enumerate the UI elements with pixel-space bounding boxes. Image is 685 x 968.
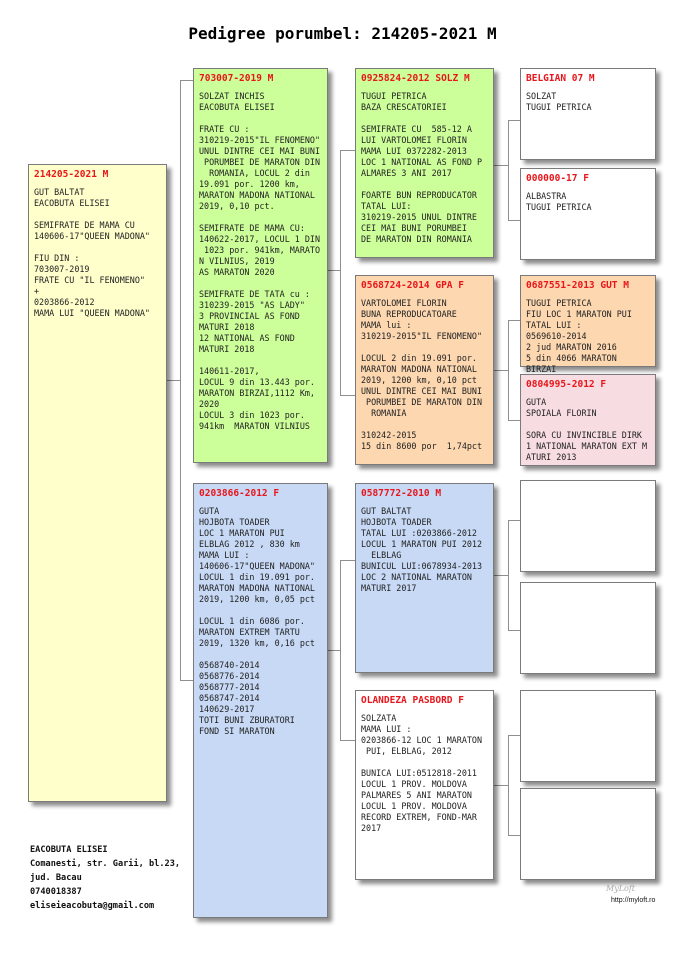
sire-card[interactable] (193, 68, 328, 463)
brand-logo: MyLoft (606, 884, 636, 893)
granddam-maternal-card[interactable] (355, 690, 494, 880)
great-grandparent-card-3[interactable] (520, 275, 656, 374)
great-grandparent-card-7[interactable] (520, 690, 656, 782)
great-grandparent-card-5[interactable] (520, 480, 656, 572)
connector-line (508, 520, 509, 630)
great-grandparent-details-4: GUTA SPOIALA FLORIN SORA CU INVINCIBLE DIRK 1 NATIONAL MARATON EXT M ATURI 2013 (526, 397, 648, 462)
connector-line (328, 270, 340, 271)
great-grandparent-card-1[interactable] (520, 68, 656, 160)
grandsire-paternal-ring-id: 0925824-2012 SOLZ M (361, 73, 470, 84)
connector-line (180, 80, 194, 81)
grandsire-maternal-ring-id: 0587772-2010 M (361, 488, 442, 499)
connector-line (508, 835, 520, 836)
connector-line (508, 735, 520, 736)
connector-line (508, 735, 509, 835)
brand-url[interactable]: http://myloft.ro (611, 897, 656, 904)
owner-address-line-1: Comanesti, str. Garii, bl.23, (30, 859, 181, 869)
connector-line (180, 80, 181, 680)
great-grandparent-details-2: ALBASTRA TUGUI PETRICA (526, 191, 592, 212)
connector-line (508, 320, 520, 321)
grandsire-maternal-details: GUT BALTAT HOJBOTA TOADER TATAL LUI :0203866-2012 LOCUL 1 MARATON PUI 2012 ELBLAG BUNICUL LUI:0678934-2013 LOC 2 NATIONAL MARATON MATURI 2017 (361, 506, 483, 593)
granddam-paternal-details: VARTOLOMEI FLORIN BUNA REPRODUCATOARE MAMA lui : 310219-2015"IL FENOMENO" LOCUL 2 din 19.091 por. MARATON MADONA NATIONAL 2019, 1200 km, 0,10 pct UNUL DINTRE CEI MAI BUNI PORUMBEI DE MARATON DIN ROMANIA 310242-2015 15 din 8600 por 1,74pct (361, 298, 483, 451)
great-grandparent-card-4[interactable] (520, 374, 656, 466)
owner-address-line-2: jud. Bacau (30, 873, 82, 883)
great-grandparent-card-2[interactable] (520, 168, 656, 260)
page-title: Pedigree porumbel: 214205-2021 M (188, 24, 497, 43)
dam-ring-id: 0203866-2012 F (199, 488, 280, 499)
connector-line (508, 120, 520, 121)
sire-ring-id: 703007-2019 M (199, 73, 274, 84)
great-grandparent-details-1: SOLZAT TUGUI PETRICA (526, 91, 592, 112)
connector-line (508, 320, 509, 420)
great-grandparent-card-8[interactable] (520, 788, 656, 880)
connector-line (180, 680, 194, 681)
connector-line (508, 120, 509, 220)
connector-line (494, 575, 508, 576)
connector-line (328, 650, 340, 651)
connector-line (167, 380, 180, 381)
grandsire-paternal-details: TUGUI PETRICA BAZA CRESCATORIEI SEMIFRATE CU 585-12 A LUI VARTOLOMEI FLORIN MAMA LUI 0372282-2013 LOC 1 NATIONAL AS FOND P ALMARES 3 ANI 2017 FOARTE BUN REPRODUCATOR TATAL LUI: 310219-2015 UNUL DINTRE CEI MAI BUNI PORUMBEI DE MARATON DIN ROMANIA (361, 91, 483, 244)
grandsire-maternal-card[interactable] (355, 483, 494, 673)
great-grandparent-ring-id-2: 000000-17 F (526, 173, 589, 184)
great-grandparent-ring-id-4: 0804995-2012 F (526, 379, 607, 390)
connector-line (340, 395, 356, 396)
sire-details: SOLZAT INCHIS EACOBUTA ELISEI FRATE CU : 310219-2015"IL FENOMENO" UNUL DINTRE CEI MAI BUNI PORUMBEI DE MARATON DIN ROMANIA, LOCUL 2 din 19.091 por. 1200 km, MARATON MADONA NATIONAL 2019, 0,10 pct. SEMIFRATE DE MAMA CU: 140622-2017, LOCUL 1 DIN 1023 por. 941km, MARATO N VILNIUS, 2019 AS MARATON 2020 SEMIFRATE DE TATA cu : 310239-2015 "AS LADY" 3 PROVINCIAL AS FOND MATURI 2018 12 NATIONAL AS FOND MATURI 2018 140611-2017, LOCUL 9 din 13.443 por. MARATON BIRZAI,1112 Km, 2020 LOCUL 3 din 1023 por. 941km MARATON VILNIUS (199, 91, 321, 431)
owner-name: EACOBUTA ELISEI (30, 845, 108, 855)
connector-line (508, 420, 520, 421)
connector-line (340, 150, 356, 151)
connector-line (494, 785, 508, 786)
connector-line (340, 740, 356, 741)
connector-line (340, 560, 341, 740)
granddam-maternal-details: SOLZATA MAMA LUI : 0203866-12 LOC 1 MARATON PUI, ELBLAG, 2012 BUNICA LUI:0512818-2011 LOCUL 1 PROV. MOLDOVA PALMARES 5 ANI MARATON LOCUL 1 PROV. MOLDOVA RECORD EXTREM, FOND-MAR 2017 (361, 713, 483, 833)
connector-line (340, 560, 356, 561)
great-grandparent-card-6[interactable] (520, 582, 656, 674)
owner-info (30, 843, 180, 913)
subject-card[interactable] (28, 164, 167, 802)
connector-line (494, 370, 508, 371)
dam-card[interactable] (193, 483, 328, 918)
great-grandparent-ring-id-3: 0687551-2013 GUT M (526, 280, 629, 291)
owner-phone: 0740018387 (30, 887, 82, 897)
subject-details: GUT BALTAT EACOBUTA ELISEI SEMIFRATE DE MAMA CU 140606-17"QUEEN MADONA" FIU DIN : 703007-2019 FRATE CU "IL FENOMENO" + 0203866-2012 MAMA LUI "QUEEN MADONA" (34, 187, 150, 318)
great-grandparent-details-3: TUGUI PETRICA FIU LOC 1 MARATON PUI TATAL LUI : 0569610-2014 2 jud MARATON 2016 5 din 4066 MARATON BIRZAI (526, 298, 632, 374)
granddam-paternal-card[interactable] (355, 275, 494, 465)
connector-line (508, 630, 520, 631)
connector-line (508, 220, 520, 221)
great-grandparent-ring-id-1: BELGIAN 07 M (526, 73, 595, 84)
granddam-maternal-ring-id: OLANDEZA PASBORD F (361, 695, 464, 706)
granddam-paternal-ring-id: 0568724-2014 GPA F (361, 280, 464, 291)
owner-email: eliseieacobuta@gmail.com (30, 901, 155, 911)
grandsire-paternal-card[interactable] (355, 68, 494, 258)
dam-details: GUTA HOJBOTA TOADER LOC 1 MARATON PUI ELBLAG 2012 , 830 km MAMA LUI : 140606-17"QUEEN MADONA" LOCUL 1 din 19.091 por. MARATON MADONA NATIONAL 2019, 1200 km, 0,05 pct LOCUL 1 din 6086 por. MARATON EXTREM TARTU 2019, 1320 km, 0,16 pct 0568740-2014 0568776-2014 0568777-2014 0568747-2014 140629-2017 TOTI BUNI ZBURATORI FOND SI MARATON (199, 506, 315, 736)
connector-line (508, 520, 520, 521)
connector-line (494, 165, 508, 166)
subject-ring-id: 214205-2021 M (34, 169, 109, 180)
connector-line (340, 150, 341, 395)
